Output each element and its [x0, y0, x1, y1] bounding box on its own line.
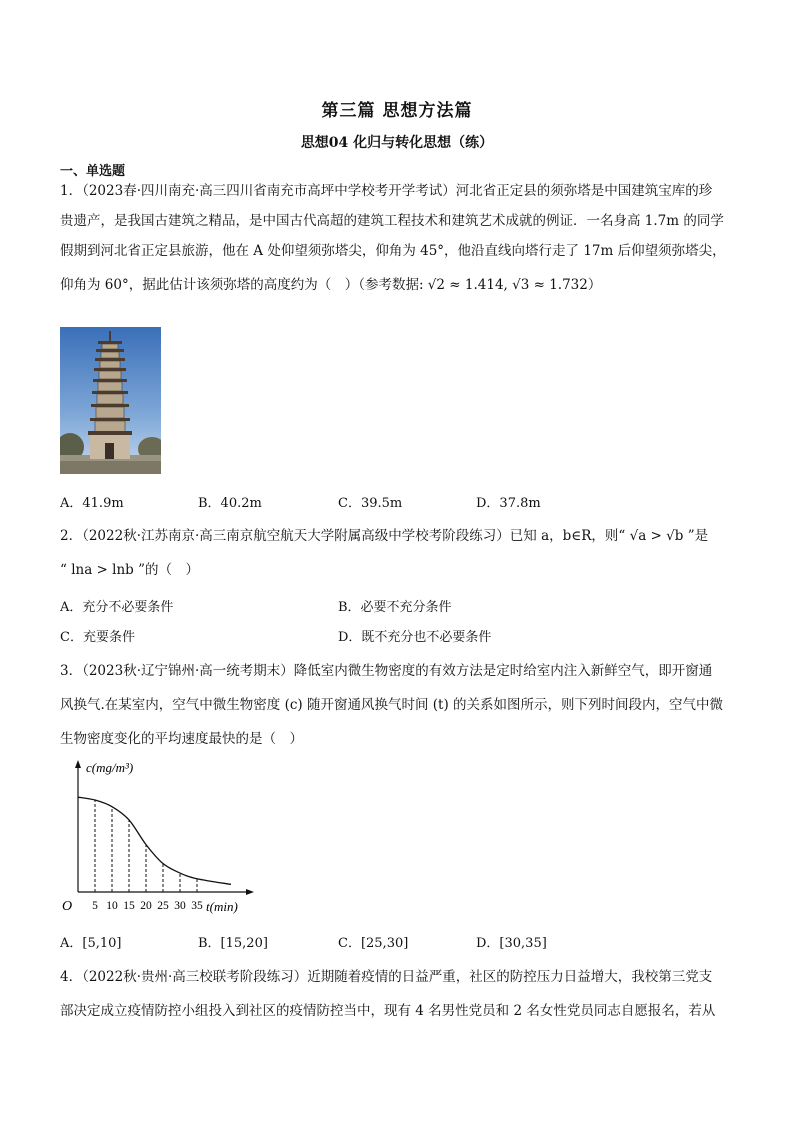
- y-axis-arrow: [75, 760, 81, 768]
- question-3: [60, 656, 736, 754]
- density-curve: [78, 797, 231, 884]
- q3-option-d[interactable]: D．[30,35]: [476, 936, 547, 951]
- section-heading: 一、单选题: [60, 164, 126, 179]
- x-tick-label-25: 25: [157, 900, 169, 912]
- q3-option-a[interactable]: A．[5,10]: [60, 936, 122, 951]
- page-subtitle: 思想04 化归与转化思想（练）: [300, 135, 494, 151]
- question-2: [60, 521, 736, 585]
- q1-line-4: 仰角为 60°，据此估计该须弥塔的高度约为（ ）（参考数据: √2 ≈ 1.414, √3 ≈ 1.732）: [60, 277, 602, 293]
- q2-option-c[interactable]: C．充要条件: [60, 630, 135, 645]
- x-tick-label-30: 30: [174, 900, 186, 912]
- y-axis-label: c(mg/m³): [86, 760, 134, 775]
- q1-option-c[interactable]: C．39.5m: [338, 496, 403, 511]
- q2-option-d[interactable]: D．既不充分也不必要条件: [338, 630, 492, 645]
- x-tick-label-15: 15: [123, 900, 135, 912]
- page-title: 第三篇 思想方法篇: [321, 101, 473, 121]
- q1-option-d[interactable]: D．37.8m: [476, 496, 541, 511]
- q2-option-a[interactable]: A．充分不必要条件: [60, 600, 174, 615]
- x-tick-label-35: 35: [191, 900, 203, 912]
- q1-line-1: 1．（2023春·四川南充·高三四川省南充市高坪中学校考开学考试）河北省正定县的须弥塔是中国建筑宝库的珍: [60, 183, 713, 199]
- x-axis-arrow: [246, 889, 254, 895]
- question-4: [60, 962, 736, 1026]
- q1-option-a[interactable]: A．41.9m: [60, 496, 124, 511]
- q2-line-1: 2．（2022秋·江苏南京·高三南京航空航天大学附属高级中学校考阶段练习）已知 a，b∈R，则“ √a > √b ”是: [60, 528, 709, 544]
- q1-option-b[interactable]: B．40.2m: [198, 496, 262, 511]
- q3-line-2: 风换气.在某室内，空气中微生物密度 (c) 随开窗通风换气时间 (t) 的关系如图所示，则下列时间段内，空气中微: [60, 697, 724, 713]
- x-axis-label: t(min): [206, 899, 238, 914]
- q1-line-2: 贵遗产，是我国古建筑之精品，是中国古代高超的建筑工程技术和建筑艺术成就的例证．一名身高 1.7m 的同学: [60, 213, 724, 229]
- q4-line-1: 4．（2022秋·贵州·高三校联考阶段练习）近期随着疫情的日益严重，社区的防控压力日益增大，我校第三党支: [60, 969, 713, 985]
- pagoda-photo: [60, 327, 161, 474]
- q3-line-1: 3．（2023秋·辽宁锦州·高一统考期末）降低室内微生物密度的有效方法是定时给室内注入新鲜空气，即开窗通: [60, 663, 713, 679]
- question-1: [60, 176, 736, 300]
- q3-line-3: 生物密度变化的平均速度最快的是（ ）: [60, 731, 303, 747]
- x-tick-label-20: 20: [140, 900, 152, 912]
- q1-line-3: 假期到河北省正定县旅游，他在 A 处仰望须弥塔尖，仰角为 45°，他沿直线向塔行走了 17m 后仰望须弥塔尖，: [60, 243, 726, 259]
- q4-line-2: 部决定成立疫情防控小组投入到社区的疫情防控当中，现有 4 名男性党员和 2 名女性党员同志自愿报名，若从: [60, 1003, 716, 1019]
- q3-option-c[interactable]: C．[25,30]: [338, 936, 409, 951]
- x-tick-label-5: 5: [92, 900, 98, 912]
- density-time-chart: [60, 758, 260, 918]
- q2-line-2: “ lna > lnb ”的（ ）: [60, 562, 199, 578]
- q3-option-b[interactable]: B．[15,20]: [198, 936, 268, 951]
- q2-option-b[interactable]: B．必要不充分条件: [338, 600, 452, 615]
- origin-label: O: [62, 899, 73, 914]
- x-tick-label-10: 10: [106, 900, 118, 912]
